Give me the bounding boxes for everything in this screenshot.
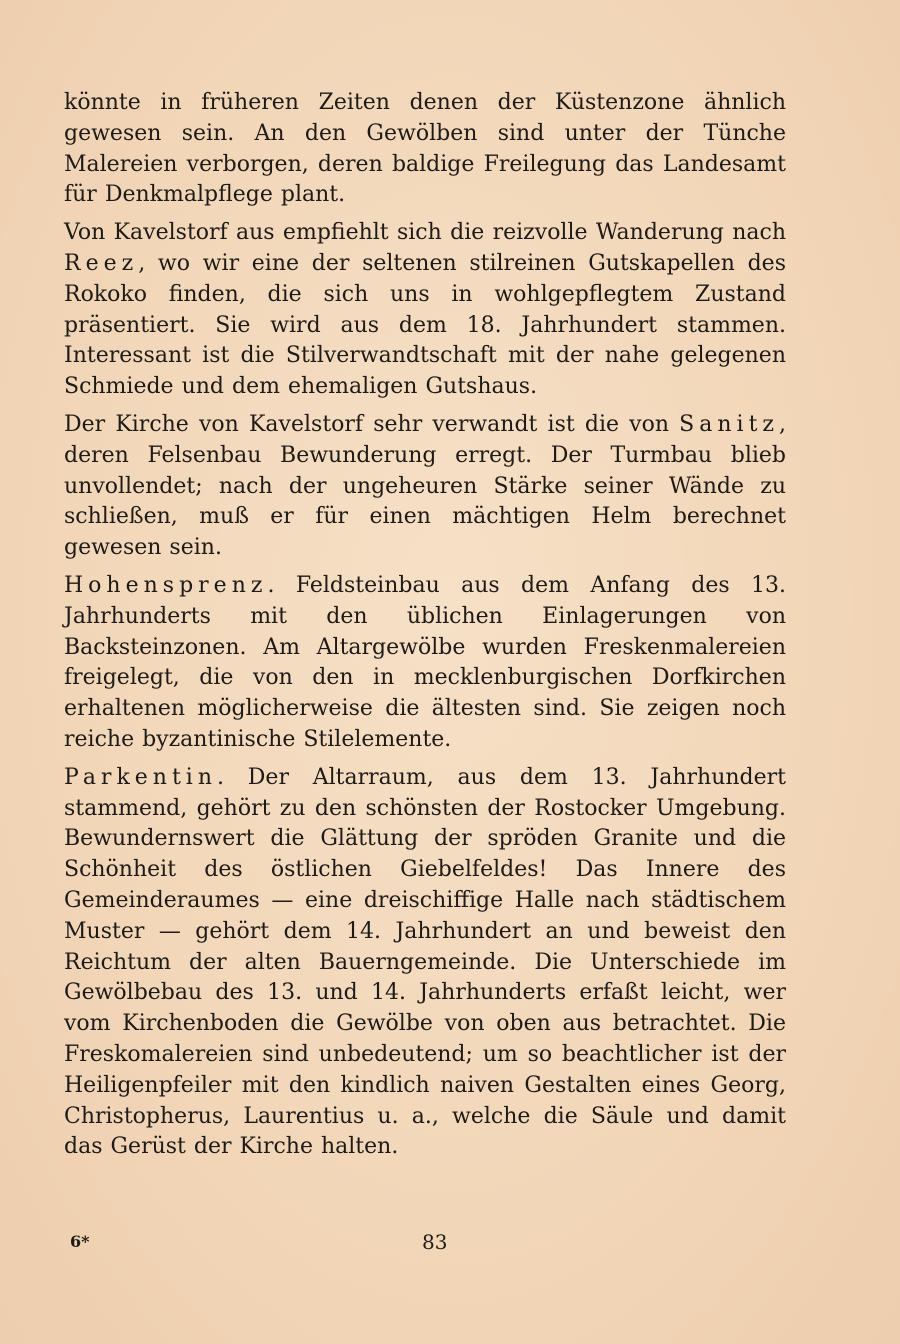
paragraph-text: . Feldsteinbau aus dem Anfang des 13. Jahrhunderts mit den üblichen Einlagerungen von Backsteinzonen. Am Altargewölbe wurden Freskenmalereien freigelegt, die von den in mecklenburgischen Dorfkirchen erhaltenen möglicherweise die ältesten sind. Sie zeigen noch reiche byzantinische Stilelemente. (64, 572, 786, 752)
place-name-reez: Reez (64, 250, 139, 276)
paragraph-text: könnte in früheren Zeiten denen der Küstenzone ähnlich gewesen sein. An den Gewölben sind unter der Tünche Malereien verborgen, deren baldige Freilegung das Landesamt für Denkmalpflege plant. (64, 90, 786, 208)
place-name-hohensprenz: Hohensprenz (64, 572, 268, 598)
place-name-sanitz: Sanitz (679, 411, 779, 437)
page-footer (0, 1230, 900, 1260)
paragraph-text: Von Kavelstorf aus empfiehlt sich die reizvolle Wanderung nach (64, 220, 786, 246)
paragraph-text: Der Kirche von Kavelstorf sehr verwandt ist die von (64, 411, 680, 437)
paragraph-parkentin (64, 763, 786, 1163)
paragraph-sanitz (64, 410, 786, 564)
paragraph-intro (64, 88, 786, 211)
page-number: 83 (422, 1230, 448, 1254)
paragraph-reez (64, 218, 786, 403)
paragraph-hohensprenz (64, 571, 786, 756)
paragraph-text: . Der Altarraum, aus dem 13. Jahrhundert stammend, gehört zu den schönsten der Rostocker Umgebung. Bewundernswert die Glättung der spröden Granite und die Schönheit des östlichen Giebelfeldes! Das Innere des Gemeinderaumes — eine dreischiffige Halle nach städtischem Muster — gehört dem 14. Jahrhundert an und beweist den Reichtum der alten Bauerngemeinde. Die Unterschiede im Gewölbebau des 13. und 14. Jahrhunderts erfaßt leicht, wer vom Kirchenboden die Gewölbe von oben aus betrachtet. Die Freskomalereien sind unbedeutend; um so beachtlicher ist der Heiligenpfeiler mit den kindlich naiven Gestalten eines Georg, Christopherus, Laurentius u. a., welche die Säule und damit das Gerüst der Kirche halten. (64, 764, 786, 1160)
paragraph-text-continued: , wo wir eine der seltenen stilreinen Gutskapellen des Rokoko finden, die sich uns in wohlgepflegtem Zustand präsentiert. Sie wird aus dem 18. Jahrhundert stammen. Interessant ist die Stilverwandtschaft mit der nahe gelegenen Schmiede und dem ehemaligen Gutshaus. (64, 250, 786, 400)
paragraph-text-continued: , deren Felsenbau Bewunderung erregt. Der Turmbau blieb unvollendet; nach der ungeheuren Stärke seiner Wände zu schließen, muß er für einen mächtigen Helm berechnet gewesen sein. (64, 411, 786, 561)
place-name-parkentin: Parkentin (64, 764, 218, 790)
page-body (64, 88, 786, 1170)
signature-mark: 6* (70, 1232, 90, 1251)
